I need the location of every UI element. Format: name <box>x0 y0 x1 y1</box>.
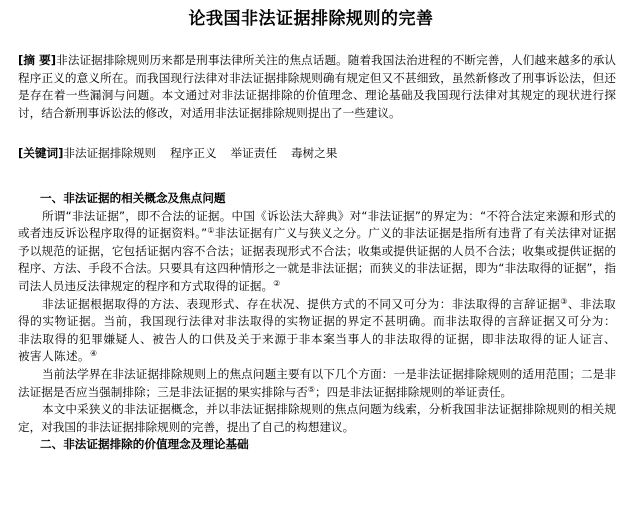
keyword-item: 毒树之果 <box>290 146 338 160</box>
abstract-block <box>18 52 616 122</box>
footnote-ref: ③ <box>560 296 568 306</box>
paragraph-text: ；四是非法证据排除规则的举证责任。 <box>315 384 513 399</box>
next-section-heading: 二、非法证据排除的价值理念及理论基础 <box>40 437 249 452</box>
body-paragraph-3 <box>18 366 616 401</box>
section-1 <box>18 190 616 454</box>
body-paragraph-2 <box>18 296 616 366</box>
body-paragraph-1 <box>18 208 616 296</box>
keywords-line <box>18 145 351 162</box>
footnote-ref: ① <box>207 226 215 236</box>
body-paragraph-4: 本文中采狭义的非法证据概念，并以非法证据排除规则的焦点问题为线索，分析我国非法证据排除规则的相关规定，对我国的非法证据排除规则的完善，提出了自己的构想建议。 <box>18 402 616 434</box>
paragraph-text: 所谓“非法证据”，即不合法的证据。中国《诉讼法大辞典》对“非法证据”的界定为：“不符合法定来源和形式的或者违反诉讼程序取得的证据资料。” <box>18 208 616 241</box>
footnote-ref: ④ <box>89 349 98 359</box>
footnote-ref: ② <box>273 278 281 288</box>
keywords-label: [关键词] <box>18 146 64 160</box>
abstract-label: [摘 要] <box>18 53 57 67</box>
paragraph-text: 非法证据有广义与狭义之分。广义的非法证据是指所有违背了有关法律对证据予以规范的证据，它包括证据内容不合法；证据表现形式不合法；收集或提供证据的人员不合法；收集或提供证据的程序、方法、手段不合法。只要具有这四种情形之一就是非法证据；而狭义的非法证据，即为“非法取得的证据”，指司法人员违反法律规定的程序和方式取得的证据。 <box>18 226 616 293</box>
keyword-item: 非法证据排除规则 <box>63 146 157 160</box>
abstract-paragraph <box>18 52 616 122</box>
paragraph-text: 、非法取得的实物证据。当前，我国现行法律对非法取得的实物证据的界定不甚明确。而非法取得的言辞证据又可分为：非法取得的犯罪嫌疑人、被告人的口供及关于来源于非本案当事人的非法取得的证据，即非法取得的证人证言、被害人陈述。 <box>18 296 617 364</box>
section-heading: 一、非法证据的相关概念及焦点问题 <box>40 191 226 205</box>
abstract-text: 非法证据排除规则历来都是刑事法律所关注的焦点话题。随着我国法治进程的不断完善，人们越来越多的承认程序正义的意义所在。而我国现行法律对非法证据排除规则确有规定但又不甚细致，虽然新修改了刑事诉讼法，但还是存在着一些漏洞与问题。本文通过对非法证据排除的价值理念、理论基础及我国现行法律对其规定的现状进行探讨，结合新刑事诉讼法的修改，对适用非法证据排除规则提出了一些建议。 <box>18 53 616 120</box>
footnote-ref: ⑤ <box>307 384 316 394</box>
document-title: 论我国非法证据排除规则的完善 <box>188 9 434 29</box>
paragraph-text: 非法证据根据取得的方法、表现形式、存在状况、提供方式的不同又可分为：非法取得的言辞证据 <box>42 296 561 311</box>
keyword-item: 程序正义 <box>170 146 217 160</box>
page-bottom-edge <box>0 500 622 506</box>
keyword-item: 举证责任 <box>230 146 277 160</box>
paragraph-text: 当前法学界在非法证据排除规则上的焦点问题主要有以下几个方面：一是非法证据排除规则的适用范围；二是非法证据是否应当强制排除；三是非法证据的果实排除与否 <box>18 366 616 399</box>
